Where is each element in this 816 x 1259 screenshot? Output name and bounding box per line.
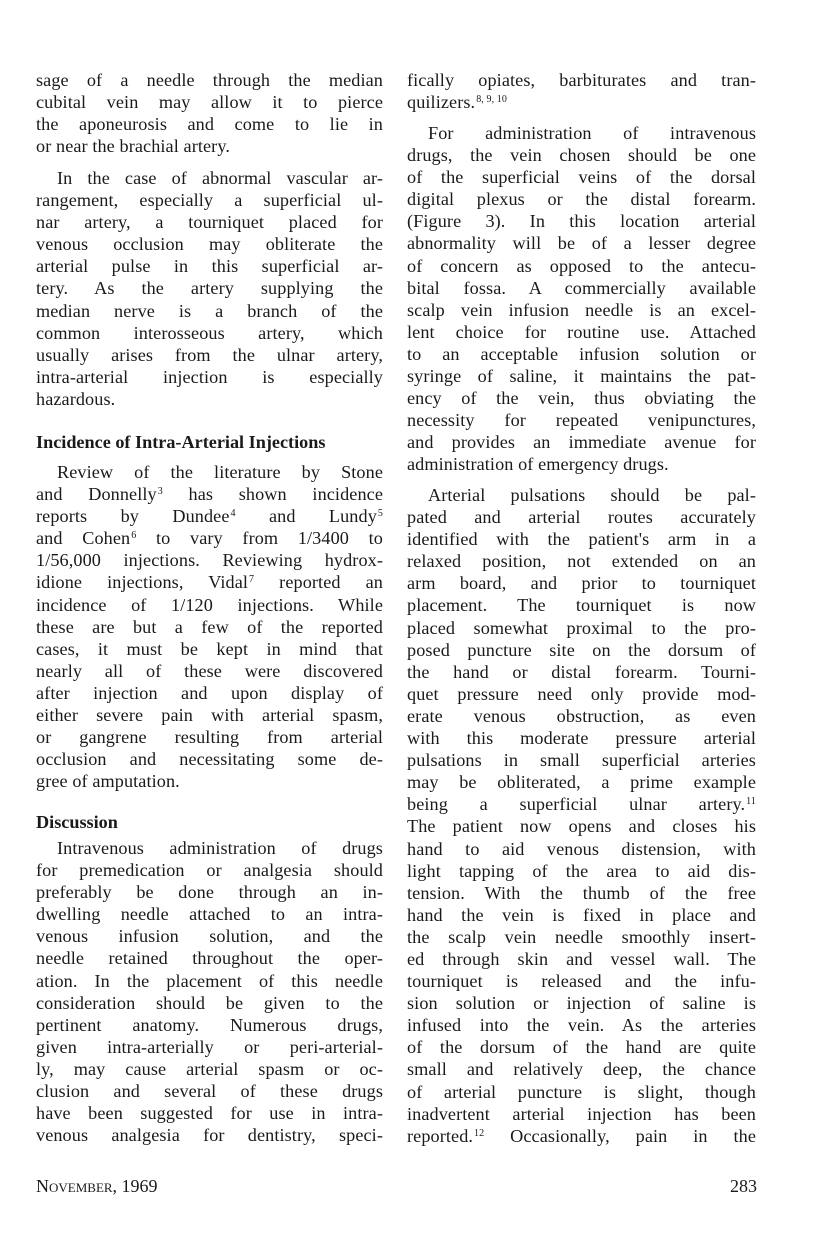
text-line: intra-arterial injection is especially bbox=[36, 366, 383, 387]
text-line: incidence of 1/120 injections. While bbox=[36, 594, 383, 615]
footnote-reference: 4 bbox=[230, 508, 236, 520]
text-line: pertinent anatomy. Numerous drugs, bbox=[36, 1014, 383, 1035]
text-line: common interosseous artery, which bbox=[36, 322, 383, 343]
text-line: these are but a few of the reported bbox=[36, 616, 383, 637]
text-line: usually arises from the ulnar artery, bbox=[36, 344, 383, 365]
text-line: may be obliterated, a prime example bbox=[407, 772, 756, 793]
footnote-reference: 7 bbox=[249, 574, 255, 586]
text-line: being a superficial ulnar artery.$^{11}$ bbox=[407, 794, 756, 815]
text-line: venous analgesia for dentistry, speci- bbox=[36, 1125, 383, 1146]
text-line: Review of the literature by Stone bbox=[57, 462, 383, 482]
text-line: have been suggested for use in intra- bbox=[36, 1103, 383, 1124]
text-line: sage of a needle through the median bbox=[36, 70, 383, 90]
text-line: nearly all of these were discovered bbox=[36, 660, 383, 681]
text-line: cases, it must be kept in mind that bbox=[36, 638, 383, 659]
text-line: small and relatively deep, the chance bbox=[407, 1059, 756, 1080]
text-line: fically opiates, barbiturates and tran- bbox=[407, 70, 756, 90]
page-number: 283 bbox=[730, 1176, 757, 1196]
text-line: tension. With the thumb of the free bbox=[407, 882, 756, 903]
text-line: identified with the patient's arm in a bbox=[407, 529, 756, 550]
text-line: pated and arterial routes accurately bbox=[407, 507, 756, 528]
text-line: and Cohen$^6$ to vary from 1/3400 to bbox=[36, 528, 383, 549]
text-line: placement. The tourniquet is now bbox=[407, 595, 756, 616]
text-line: Intravenous administration of drugs bbox=[57, 838, 383, 858]
text-line: the aponeurosis and come to lie in bbox=[36, 114, 383, 135]
text-line: digital plexus or the distal forearm. bbox=[407, 189, 756, 210]
text-line: tourniquet is released and the infu- bbox=[407, 971, 756, 992]
text-line: rangement, especially a superficial ul- bbox=[36, 190, 383, 211]
text-line: either severe pain with arterial spasm, bbox=[36, 705, 383, 726]
text-line: idione injections, Vidal$^7$ reported an bbox=[36, 572, 383, 593]
text-line: and provides an immediate avenue for bbox=[407, 432, 756, 453]
text-line: and Donnelly$^3$ has shown incidence bbox=[36, 484, 383, 505]
text-line: (Figure 3). In this location arterial bbox=[407, 211, 756, 232]
text-line: nar artery, a tourniquet placed for bbox=[36, 212, 383, 233]
text-line: occlusion and necessitating some de- bbox=[36, 749, 383, 770]
text-line: hand the vein is fixed in place and bbox=[407, 904, 756, 925]
text-line: quet pressure need only provide mod- bbox=[407, 683, 756, 704]
text-line: after injection and upon display of bbox=[36, 682, 383, 703]
section-heading-discussion: Discussion bbox=[36, 812, 118, 832]
footnote-reference: 12 bbox=[474, 1127, 485, 1139]
paragraph bbox=[36, 461, 383, 792]
text-line: 1/56,000 injections. Reviewing hydrox- bbox=[36, 550, 383, 571]
text-line: median nerve is a branch of the bbox=[36, 300, 383, 321]
text-line: ly, may cause arterial spasm or oc- bbox=[36, 1058, 383, 1079]
text-line: consideration should be given to the bbox=[36, 992, 383, 1013]
text-line: reported.$^{12}$ Occasionally, pain in the bbox=[407, 1125, 756, 1146]
text-line: to an acceptable infusion solution or bbox=[407, 343, 756, 364]
text-line: dwelling needle attached to an intra- bbox=[36, 904, 383, 925]
text-line: with this moderate pressure arterial bbox=[407, 728, 756, 749]
text-line: of the dorsum of the hand are quite bbox=[407, 1037, 756, 1058]
text-line: given intra-arterially or peri-arterial- bbox=[36, 1036, 383, 1057]
text-line: cubital vein may allow it to pierce bbox=[36, 92, 383, 113]
footnote-reference: 8, 9, 10 bbox=[476, 94, 507, 106]
text-line: arm board, and prior to tourniquet bbox=[407, 573, 756, 594]
text-line: placed somewhat proximal to the pro- bbox=[407, 617, 756, 638]
text-line: relaxed position, not extended on an bbox=[407, 551, 756, 572]
text-line: venous infusion solution, and the bbox=[36, 926, 383, 947]
text-line: or gangrene resulting from arterial bbox=[36, 727, 383, 748]
text-line: for premedication or analgesia should bbox=[36, 860, 383, 881]
text-line: arterial pulse in this superficial ar- bbox=[36, 256, 383, 277]
text-line: The patient now opens and closes his bbox=[407, 816, 756, 837]
text-line: of concern as opposed to the antecu- bbox=[407, 255, 756, 276]
footnote-reference: 6 bbox=[131, 530, 137, 542]
text-line: pulsations in small superficial arteries bbox=[407, 750, 756, 771]
text-line: of arterial puncture is slight, though bbox=[407, 1081, 756, 1102]
text-line: sion solution or injection of saline is bbox=[407, 993, 756, 1014]
text-line: ation. In the placement of this needle bbox=[36, 970, 383, 991]
text-line: syringe of saline, it maintains the pat- bbox=[407, 366, 756, 387]
text-line: light tapping of the area to aid dis- bbox=[407, 860, 756, 881]
footnote-reference: 3 bbox=[157, 486, 163, 498]
text-line: hand to aid venous distension, with bbox=[407, 838, 756, 859]
text-line: Arterial pulsations should be pal- bbox=[428, 485, 756, 505]
text-line: posed puncture site on the dorsum of bbox=[407, 639, 756, 660]
text-line: lent choice for routine use. Attached bbox=[407, 321, 756, 342]
text-line: In the case of abnormal vascular ar- bbox=[57, 168, 383, 188]
paragraph bbox=[407, 122, 756, 476]
paragraph bbox=[36, 69, 383, 157]
text-line: preferably be done through an in- bbox=[36, 882, 383, 903]
text-line: ed through skin and vessel wall. The bbox=[407, 948, 756, 969]
text-line: quilizers.$^{8, 9, 10}$ bbox=[407, 92, 507, 113]
text-line: hazardous. bbox=[36, 388, 116, 409]
text-line: abnormality will be of a lesser degree bbox=[407, 233, 756, 254]
text-line: bital fossa. A commercially available bbox=[407, 277, 756, 298]
text-line: the hand or distal forearm. Tourni- bbox=[407, 661, 756, 682]
text-line: reports by Dundee$^4$ and Lundy$^5$ bbox=[36, 506, 384, 527]
text-line: of the superficial veins of the dorsal bbox=[407, 167, 756, 188]
text-line: clusion and several of these drugs bbox=[36, 1081, 383, 1102]
text-line: erate venous obstruction, as even bbox=[407, 705, 756, 726]
text-line: necessity for repeated venipunctures, bbox=[407, 410, 756, 431]
footer-date: November, 1969 bbox=[36, 1176, 158, 1196]
footnote-reference: 5 bbox=[377, 508, 384, 520]
text-line: needle retained throughout the oper- bbox=[36, 948, 383, 969]
paragraph bbox=[407, 69, 756, 113]
text-line: gree of amputation. bbox=[36, 771, 180, 792]
text-line: the scalp vein needle smoothly insert- bbox=[407, 926, 756, 947]
text-line: ency of the vein, thus obviating the bbox=[407, 388, 756, 409]
text-line: or near the brachial artery. bbox=[36, 136, 230, 157]
text-line: infused into the vein. As the arteries bbox=[407, 1015, 756, 1036]
text-line: venous occlusion may obliterate the bbox=[36, 234, 383, 255]
footnote-reference: 11 bbox=[746, 796, 756, 808]
text-line: drugs, the vein chosen should be one bbox=[407, 145, 756, 166]
text-line: scalp vein infusion needle is an excel- bbox=[407, 299, 756, 320]
text-line: inadvertent arterial injection has been bbox=[407, 1103, 756, 1124]
paragraph bbox=[36, 167, 383, 410]
text-line: administration of emergency drugs. bbox=[407, 454, 669, 475]
paragraph bbox=[36, 837, 383, 1146]
text-line: tery. As the artery supplying the bbox=[36, 278, 383, 299]
paragraph bbox=[407, 484, 756, 1147]
text-line: For administration of intravenous bbox=[428, 123, 756, 143]
section-heading-incidence: Incidence of Intra-Arterial Injections bbox=[36, 432, 326, 452]
